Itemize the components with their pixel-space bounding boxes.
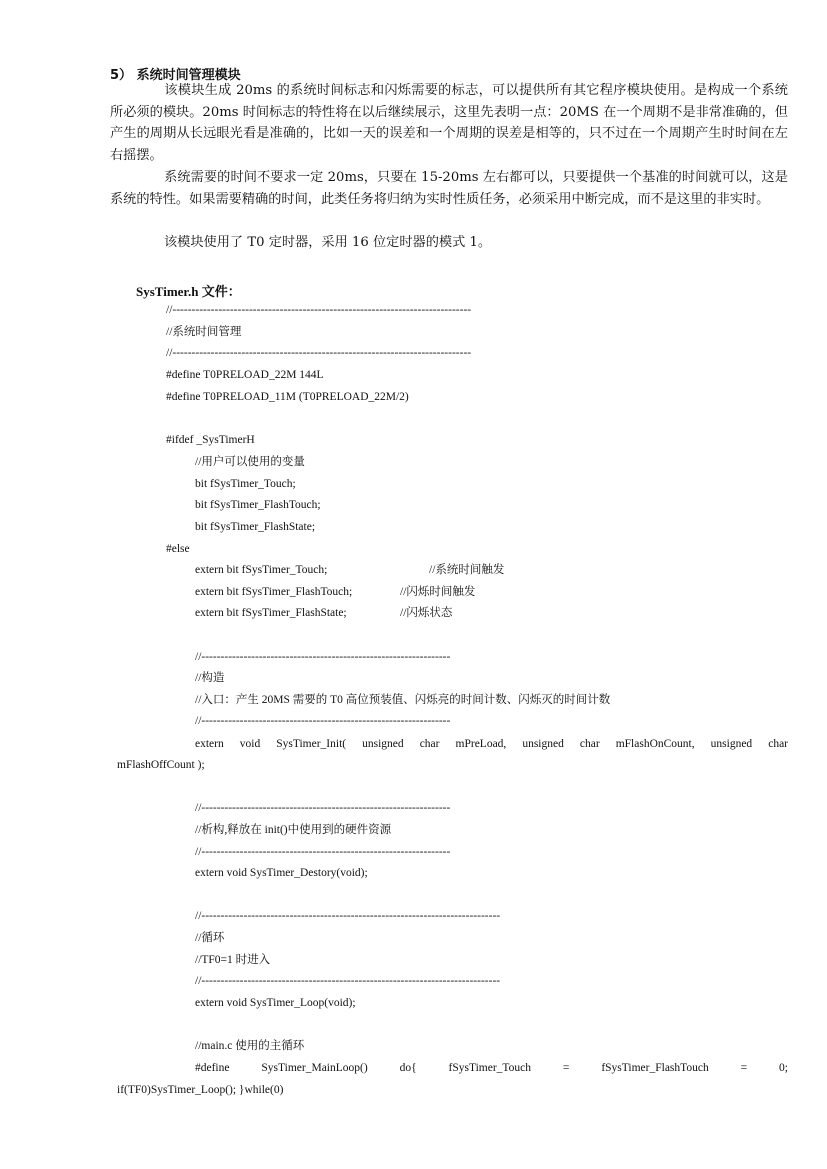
code-comment: //用户可以使用的变量 xyxy=(195,456,305,468)
paragraph-2-text: 系统需要的时间不要求一定 20ms，只要在 15-20ms 左右都可以，只要提供一个基准的时间就可以，这是系统的特性。如果需要精确的时间，此类任务将归纳为实时性质任务，必须采用中断完成，而不是这里的非实时。 xyxy=(110,170,788,207)
code-comment: //TF0=1 时进入 xyxy=(195,954,271,966)
paragraph-3 xyxy=(110,232,788,254)
code-comment: //系统时间管理 xyxy=(166,326,242,338)
paragraph-3-text: 该模块使用了 T0 定时器，采用 16 位定时器的模式 1。 xyxy=(164,235,492,250)
file-title: SysTimer.h 文件： xyxy=(136,284,241,299)
code-declaration: extern bit fSysTimer_FlashState; xyxy=(195,607,347,619)
code-comment: //构造 xyxy=(195,672,225,684)
paragraph-2 xyxy=(110,167,788,210)
code-comment-line: //------------------------------------------------------------------------------ xyxy=(195,975,501,987)
code-inline-comment: //闪烁状态 xyxy=(400,607,453,619)
code-comment-line: //----------------------------------------------------------------- xyxy=(195,802,451,814)
code-directive: #ifdef _SysTimerH xyxy=(166,434,255,446)
code-comment-line: //----------------------------------------------------------------- xyxy=(195,715,451,727)
code-comment-line: //------------------------------------------------------------------------------ xyxy=(195,910,501,922)
paragraph-1-text: 该模块生成 20ms 的系统时间标志和闪烁需要的标志，可以提供所有其它程序模块使用。是构成一个系统所必须的模块。20ms 时间标志的特性将在以后继续展示，这里先表明一点：20MS 在一个周期不是非常准确的，但产生的周期从长远眼光看是准确的，比如一天的误差和一个周期的误差是相等的，只不过在一个周期产生时时间在左右摇摆。 xyxy=(110,83,788,163)
section-heading: 5） 系统时间管理模块 xyxy=(110,68,241,83)
code-declaration: bit fSysTimer_FlashState; xyxy=(195,521,316,533)
code-macro: #define SysTimer_MainLoop() do{ fSysTimer_Touch = fSysTimer_FlashTouch = 0; xyxy=(195,1062,788,1074)
code-comment: //循环 xyxy=(195,932,225,944)
code-comment: //main.c 使用的主循环 xyxy=(195,1040,305,1052)
code-macro-cont: if(TF0)SysTimer_Loop(); }while(0) xyxy=(117,1084,284,1096)
code-function-decl-cont: mFlashOffCount ); xyxy=(117,759,205,771)
code-comment-line: //----------------------------------------------------------------- xyxy=(195,651,451,663)
code-define: #define T0PRELOAD_22M 144L xyxy=(166,369,324,381)
code-comment-line: //----------------------------------------------------------------- xyxy=(195,846,451,858)
paragraph-1 xyxy=(110,80,788,166)
code-inline-comment: //系统时间触发 xyxy=(429,564,505,576)
code-comment: //析构,释放在 init()中使用到的硬件资源 xyxy=(195,824,392,836)
code-directive: #else xyxy=(166,543,190,555)
code-comment-line: //------------------------------------------------------------------------------ xyxy=(166,347,472,359)
code-function-decl: extern void SysTimer_Destory(void); xyxy=(195,867,368,879)
code-comment-line: //------------------------------------------------------------------------------ xyxy=(166,304,472,316)
code-declaration: bit fSysTimer_Touch; xyxy=(195,478,296,490)
code-define: #define T0PRELOAD_11M (T0PRELOAD_22M/2) xyxy=(166,391,409,403)
code-declaration: extern bit fSysTimer_Touch; xyxy=(195,564,328,576)
code-comment: //入口：产生 20MS 需要的 T0 高位预装值、闪烁亮的时间计数、闪烁灭的时间计数 xyxy=(195,694,611,706)
code-function-decl: extern void SysTimer_Init( unsigned char mPreLoad, unsigned char mFlashOnCount, unsigned char xyxy=(195,738,788,750)
code-declaration: extern bit fSysTimer_FlashTouch; xyxy=(195,586,353,598)
code-function-decl: extern void SysTimer_Loop(void); xyxy=(195,997,356,1009)
code-declaration: bit fSysTimer_FlashTouch; xyxy=(195,499,321,511)
code-inline-comment: //闪烁时间触发 xyxy=(400,586,476,598)
